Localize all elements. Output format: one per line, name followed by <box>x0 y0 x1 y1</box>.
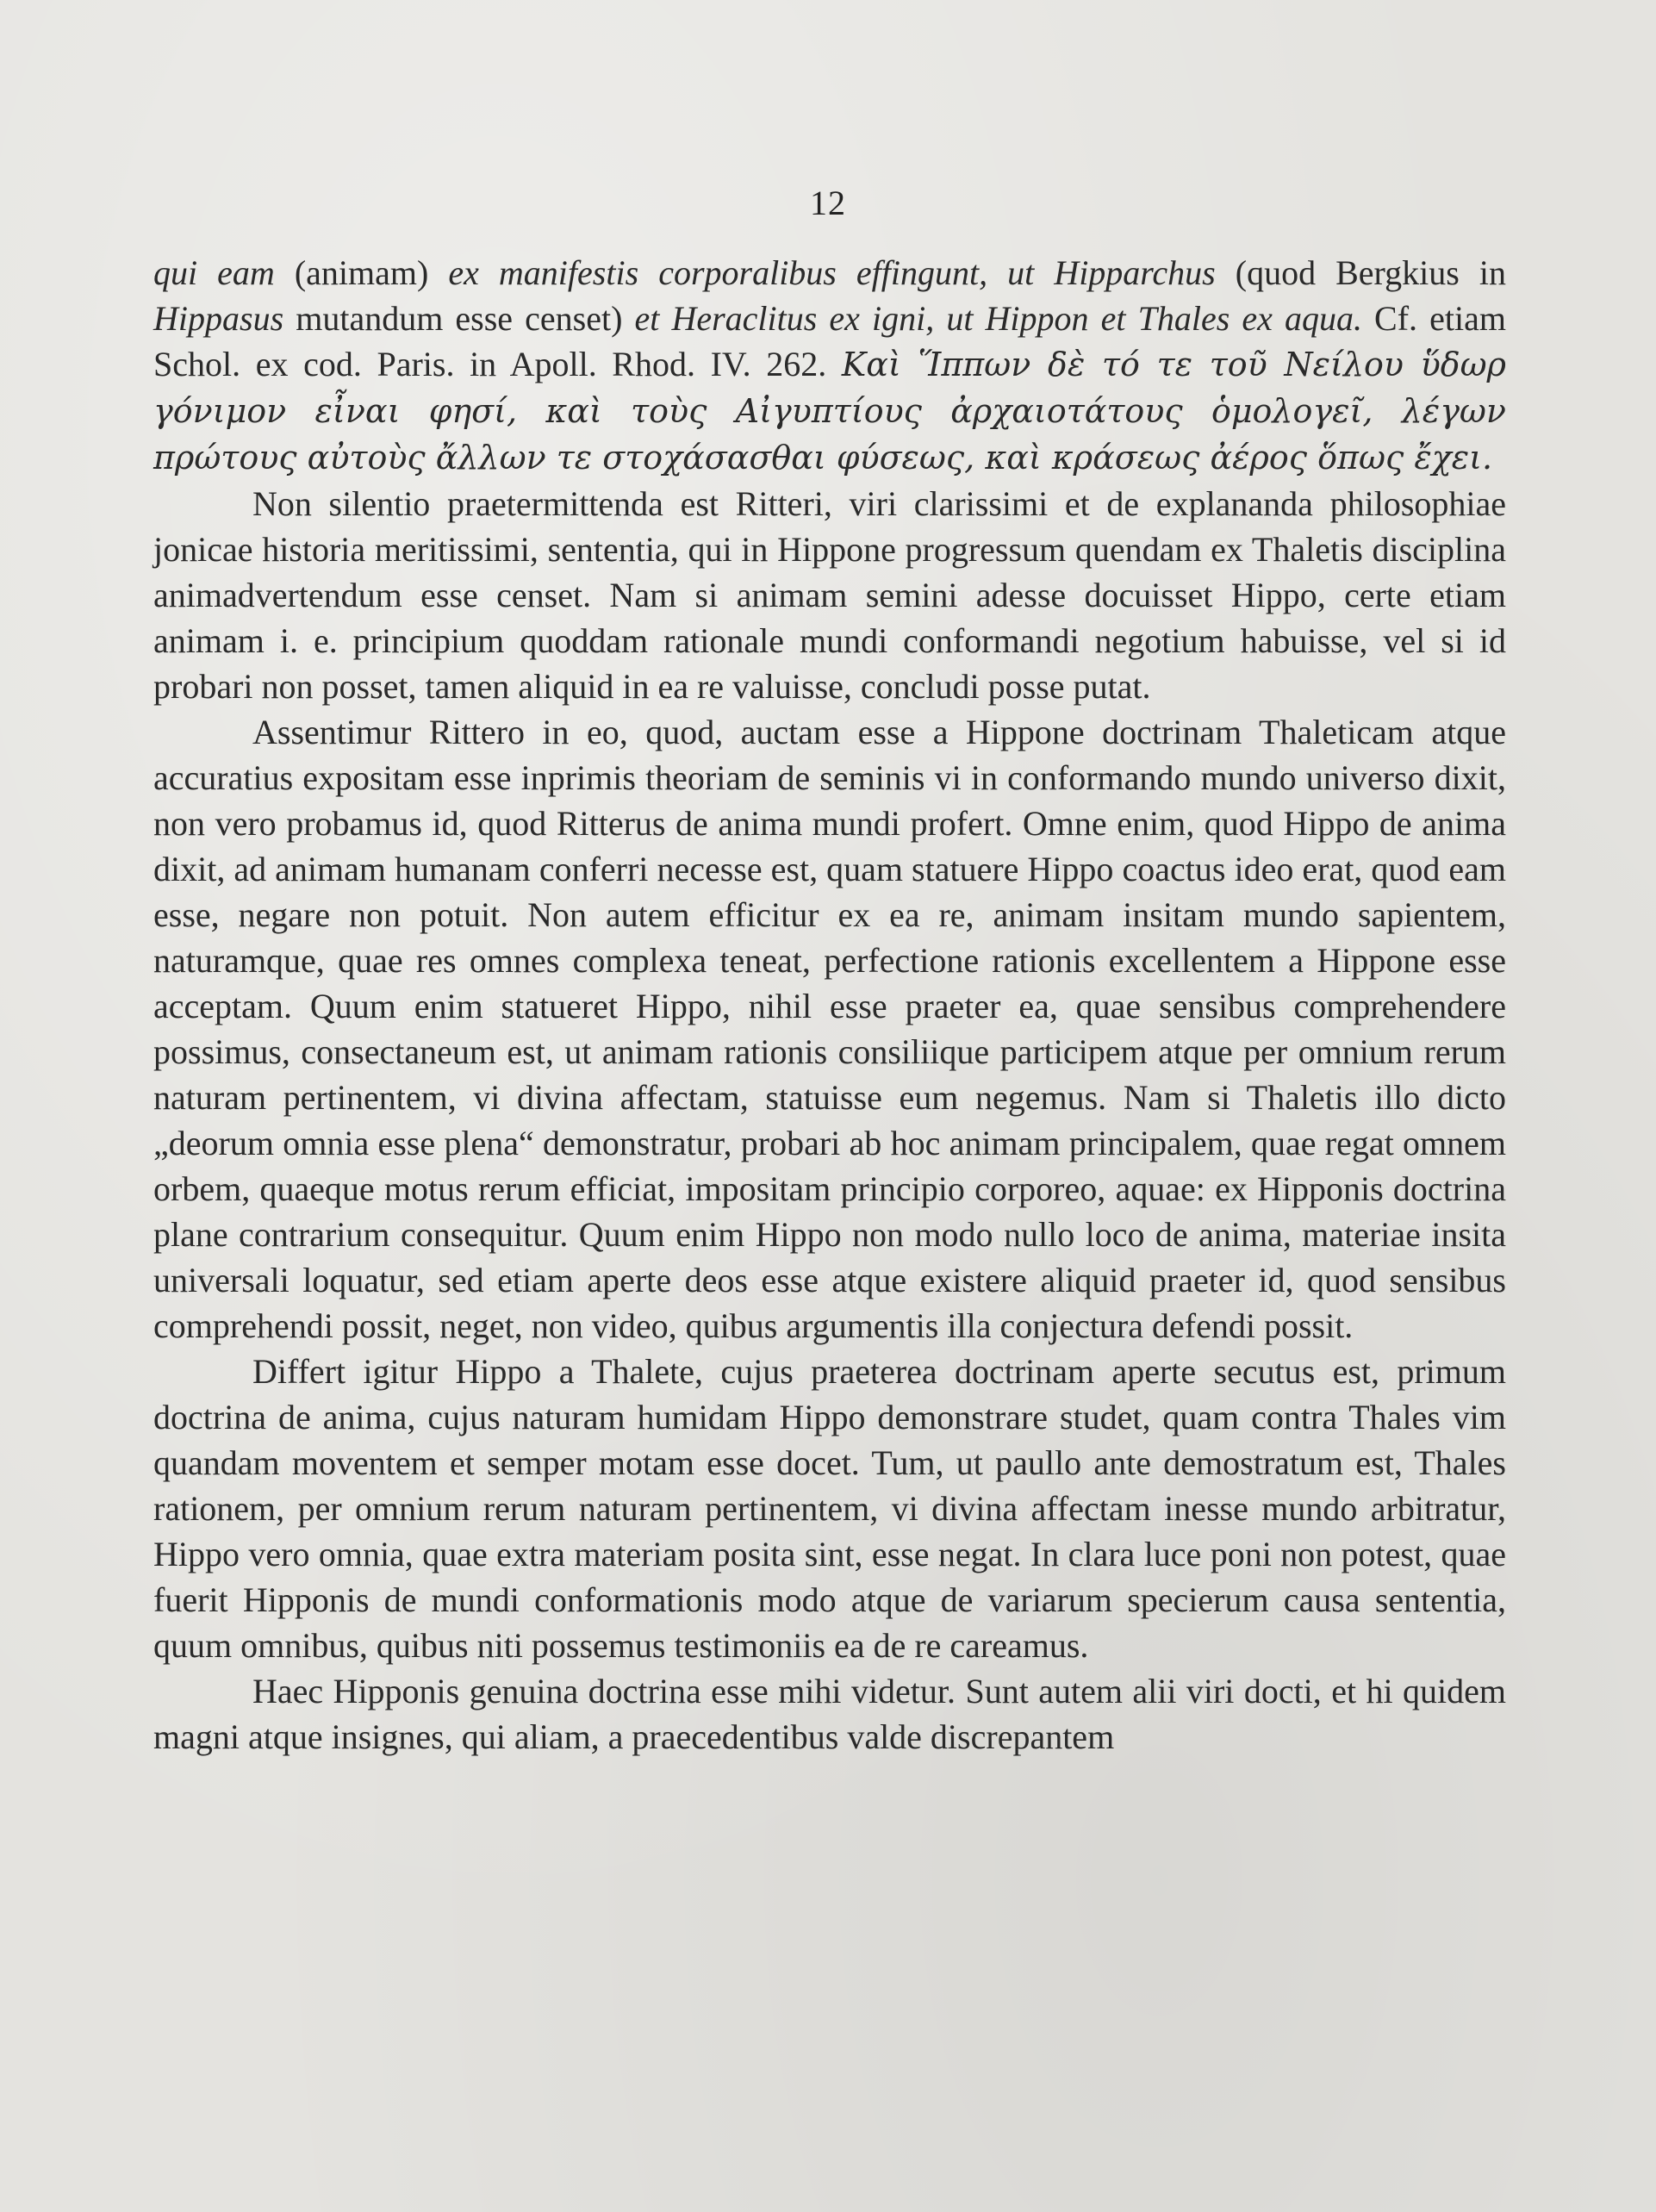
text-run: Assentimur Rittero in eo, quod, auctam esse a Hippone doctrinam Thaleticam atque accuratius expositam esse inprimis theoriam de seminis vi in conformando mundo universo dixit, non vero probamus id, quod Ritterus de anima mundi profert. Omne enim, quod Hippo de anima dixit, ad animam humanam conferri necesse est, quam statuere Hippo coactus ideo erat, quod eam esse, negare non potuit. Non autem efficitur ex ea re, animam insitam mundo sapientem, naturamque, quae res omnes complexa teneat, perfectione rationis excellentem a Hippone esse acceptam. Quum enim statueret Hippo, nihil esse praeter ea, quae sensibus comprehendere possimus, consectaneum est, ut animam rationis consiliique participem atque per omnium rerum naturam pertinentem, vi divina affectam, statuisse eum negemus. Nam si Thaletis illo dicto „deorum omnia esse plena“ demonstratur, probari ab hoc animam principalem, quae regat omnem orbem, quaeque motus rerum efficiat, impositam principio corporeo, aquae: ex Hipponis doctrina plane contrarium consequitur. Quum enim Hippo non modo nullo loco de anima, materiae insita universali loquatur, sed etiam aperte deos esse atque existere aliquid praeter id, quod sensibus comprehendi possit, neget, non video, quibus argumentis illa conjectura defendi possit. <box>153 713 1506 1345</box>
paragraph <box>153 1349 1506 1668</box>
text-run: Cf. etiam Schol. ex cod. Paris. in Apoll. Rhod. IV. 262. <box>153 299 1506 383</box>
body-text <box>153 250 1506 1760</box>
text-run: (animam) <box>274 253 449 292</box>
italic-text: et Heraclitus ex igni, ut Hippon et Thales ex aqua. <box>634 299 1362 338</box>
text-run: Non silentio praetermittenda est Ritteri, viri clarissimi et de explananda philosophiae jonicae historia meritissimi, sententia, qui in Hippone progressum quendam ex Thaletis disciplina animadvertendum esse censet. Nam si animam semini adesse docuisset Hippo, certe etiam animam i. e. principium quoddam rationale mundi conformandi negotium habuisse, vel si id probari non posset, tamen aliquid in ea re valuisse, concludi posse putat. <box>153 484 1506 706</box>
text-run: Haec Hipponis genuina doctrina esse mihi videtur. Sunt autem alii viri docti, et hi quidem magni atque insignes, qui aliam, a praecedentibus valde discrepantem <box>153 1672 1506 1756</box>
italic-text: Hippasus <box>153 299 284 338</box>
text-run: mutandum esse censet) <box>283 299 635 338</box>
paragraph <box>153 481 1506 709</box>
text-run: Differt igitur Hippo a Thalete, cujus praeterea doctrinam aperte secutus est, primum doctrina de anima, cujus naturam humidam Hippo demonstrare studet, quam contra Thales vim quandam moventem et semper motam esse docet. Tum, ut paullo ante demostratum est, Thales rationem, per omnium rerum naturam pertinentem, vi divina affectam inesse mundo arbitratur, Hippo vero omnia, quae extra materiam posita sint, esse negat. In clara luce poni non potest, quae fuerit Hipponis de mundi conformationis modo atque de variarum specierum causa sententia, quum omnibus, quibus niti possemus testimoniis ea de re careamus. <box>153 1352 1506 1665</box>
italic-text: qui eam <box>153 253 275 292</box>
page-number: 12 <box>810 184 846 222</box>
greek-quotation: Καὶ Ἵππων δὲ τό τε τοῦ Νείλου ὕδωρ γόνιμον εἶναι φησί, καὶ τοὺς Αἰγυπτίους ἀρχαιοτάτους ὁμολογεῖ, λέγων πρώτους αὐτοὺς ἄλλων τε στοχάσασθαι φύσεως, καὶ κράσεως ἀέρος ὅπως ἔχει. <box>153 346 1506 477</box>
text-run: (quod Bergkius in <box>1215 253 1506 292</box>
paragraph <box>153 709 1506 1349</box>
italic-text: ex manifestis corporalibus effingunt, ut Hipparchus <box>448 253 1216 292</box>
paragraph <box>153 1668 1506 1760</box>
paragraph <box>153 250 1506 481</box>
